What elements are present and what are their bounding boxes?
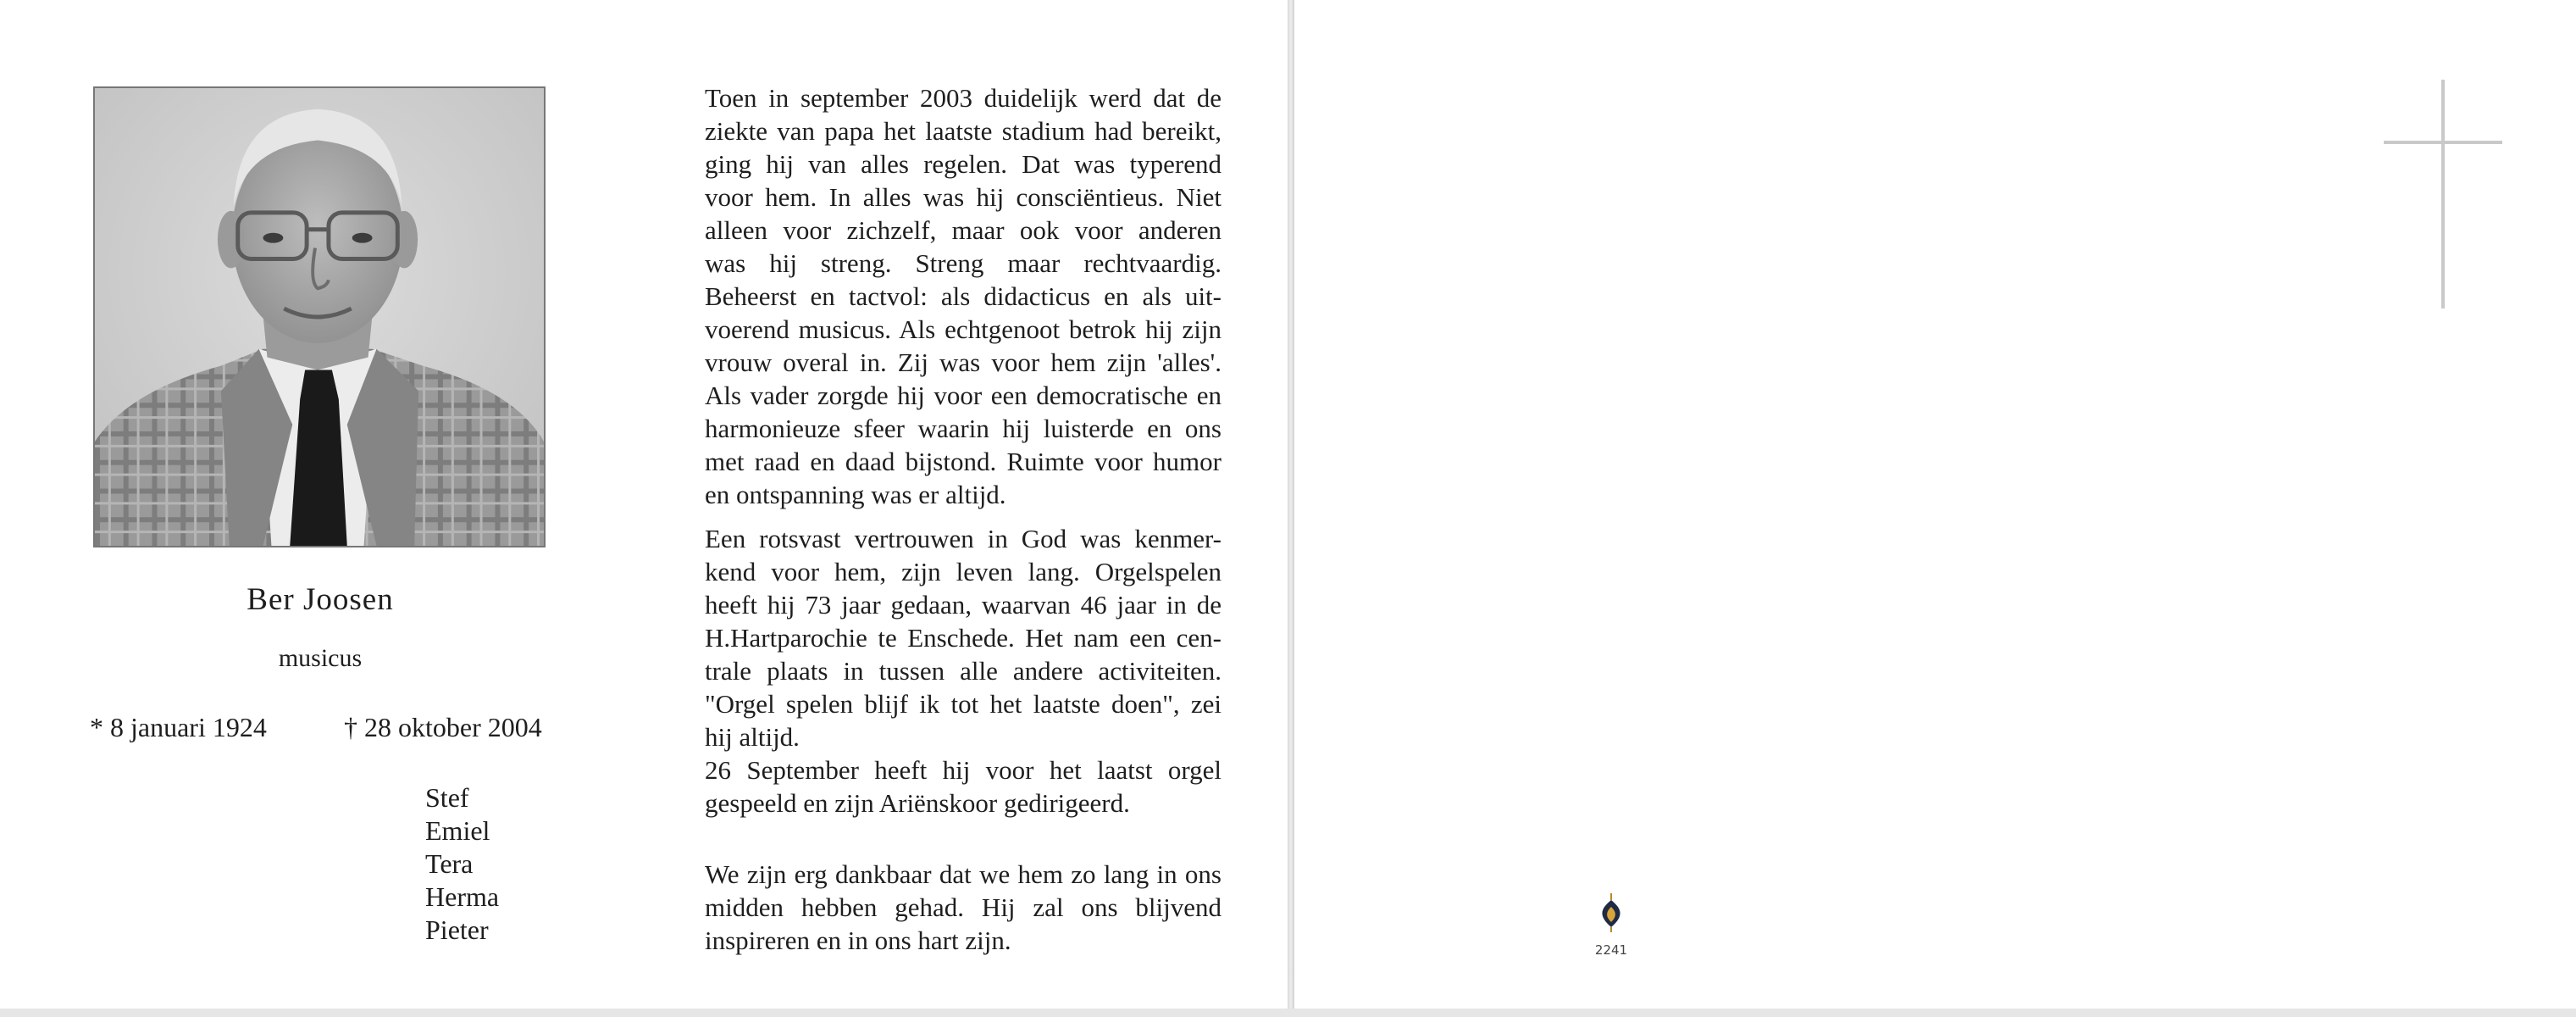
print-number: 2241 — [1594, 942, 1628, 958]
text-line: met raad en daad bijstond. Ruimte voor humor — [705, 447, 1222, 476]
child-name: Emiel — [425, 815, 490, 846]
text-line: "Orgel spelen blijf ik tot het laatste doen", zei — [705, 689, 1222, 719]
text-line: alleen voor zichzelf, maar ook voor anderen — [705, 215, 1222, 245]
child-name: Stef — [425, 782, 469, 813]
text-line: heeft hij 73 jaar gedaan, waarvan 46 jaar in de — [705, 590, 1222, 620]
birth-date: * 8 januari 1924 — [90, 712, 267, 742]
child-name: Herma — [425, 881, 500, 912]
flame-logo-icon — [1596, 893, 1626, 932]
occupation: musicus — [278, 644, 363, 672]
text-line: midden hebben gehad. Hij zal ons blijvend — [705, 892, 1222, 922]
death-date: † 28 oktober 2004 — [344, 712, 542, 742]
cross-vertical-bar — [2441, 80, 2445, 308]
text-line: voor hem. In alles was hij consciëntieus. Niet — [705, 182, 1222, 212]
text-line: ziekte van papa het laatste stadium had bereikt, — [705, 116, 1222, 146]
card-fold — [1288, 0, 1294, 1017]
tribute-paragraph-2 — [705, 522, 1222, 820]
scan-edge — [0, 1009, 2576, 1017]
text-line: en ontspanning was er altijd. — [705, 480, 1006, 509]
text-line: Toen in september 2003 duidelijk werd dat de — [705, 83, 1222, 113]
text-line: Als vader zorgde hij voor een democratische en — [705, 381, 1222, 410]
text-line: trale plaats in tussen alle andere activiteiten. — [705, 656, 1222, 686]
text-line: Beheerst en tactvol: als didacticus en als uit- — [705, 281, 1222, 311]
text-line: was hij streng. Streng maar rechtvaardig. — [705, 248, 1222, 278]
tribute-paragraph-3 — [705, 858, 1222, 957]
text-line: kend voor hem, zijn leven lang. Orgelspelen — [705, 557, 1222, 586]
child-name: Pieter — [425, 914, 489, 945]
text-line: Een rotsvast vertrouwen in God was kenmer- — [705, 524, 1222, 553]
deceased-name: Ber Joosen — [247, 582, 394, 617]
text-line: gespeeld en zijn Ariënskoor gedirigeerd. — [705, 788, 1130, 818]
child-name: Tera — [425, 848, 474, 879]
text-line: ging hij van alles regelen. Dat was typerend — [705, 149, 1222, 179]
text-line: We zijn erg dankbaar dat we hem zo lang in ons — [705, 859, 1222, 889]
cross-icon — [2384, 80, 2502, 308]
text-line: harmonieuze sfeer waarin hij luisterde en ons — [705, 414, 1222, 443]
tribute-paragraph-1 — [705, 81, 1222, 511]
text-line: H.Hartparochie te Enschede. Het nam een cen- — [705, 623, 1222, 653]
text-line: vrouw overal in. Zij was voor hem zijn 'alles'. — [705, 347, 1222, 377]
text-line: inspireren en in ons hart zijn. — [705, 925, 1011, 955]
children-list — [425, 781, 499, 947]
text-line: hij altijd. — [705, 722, 800, 752]
text-line: 26 September heeft hij voor het laatst orgel — [705, 755, 1222, 785]
portrait-illustration — [95, 88, 544, 546]
cross-horizontal-bar — [2384, 141, 2502, 144]
text-line: voerend musicus. Als echtgenoot betrok hij zijn — [705, 314, 1222, 344]
portrait-photo — [93, 86, 546, 547]
